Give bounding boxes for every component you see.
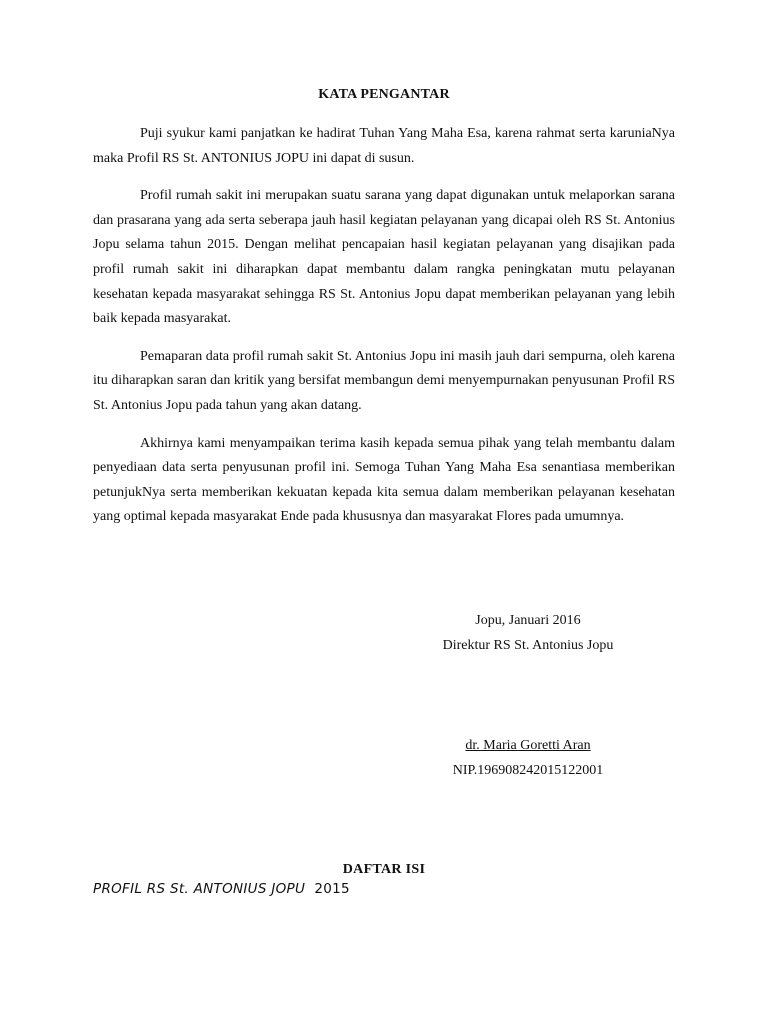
page-footer	[93, 881, 350, 897]
paragraph-2: Profil rumah sakit ini merupakan suatu sarana yang dapat digunakan untuk melaporkan sarana dan prasarana yang ada serta seberapa jauh hasil kegiatan pelayanan yang dicapai oleh RS St. Antonius Jopu selama tahun 2015. Dengan melihat pencapaian hasil kegiatan pelayanan yang disajikan pada profil rumah sakit ini diharapkan dapat membantu dalam rangka peningkatan mutu pelayanan kesehatan kepada masyarakat sehingga RS St. Antonius Jopu dapat memberikan pelayanan yang lebih baik kepada masyarakat.	[93, 188, 675, 327]
footer-year: 2015	[314, 881, 350, 897]
signature-place-date: Jopu, Januari 2016	[475, 613, 581, 628]
table-of-contents-title: DAFTAR ISI	[342, 862, 426, 877]
paragraph-3: Pemaparan data profil rumah sakit St. Antonius Jopu ini masih jauh dari sempurna, oleh karena itu diharapkan saran dan kritik yang bersifat membangun demi menyempurnakan penyusunan Profil RS St. Antonius Jopu pada tahun yang akan datang.	[93, 348, 675, 413]
page-title: KATA PENGANTAR	[318, 87, 450, 102]
paragraph-4: Akhirnya kami menyampaikan terima kasih kepada semua pihak yang telah membantu dalam penyediaan data serta penyusunan profil ini. Semoga Tuhan Yang Maha Esa senantiasa memberikan petunjukNya serta memberikan kekuatan kepada kita semua dalam memberikan pelayanan kesehatan yang optimal kepada masyarakat Ende pada khususnya dan masyarakat Flores pada umumnya.	[93, 435, 675, 525]
signature-role: Direktur RS St. Antonius Jopu	[442, 638, 614, 653]
signature-nip: NIP.196908242015122001	[452, 763, 604, 778]
paragraph-1: Puji syukur kami panjatkan ke hadirat Tuhan Yang Maha Esa, karena rahmat serta karuniaNya maka Profil RS St. ANTONIUS JOPU ini dapat di susun.	[93, 126, 675, 166]
signature-name: dr. Maria Goretti Aran	[465, 738, 591, 753]
body-text	[93, 122, 675, 543]
footer-label: PROFIL RS St. ANTONIUS JOPU	[93, 881, 306, 897]
